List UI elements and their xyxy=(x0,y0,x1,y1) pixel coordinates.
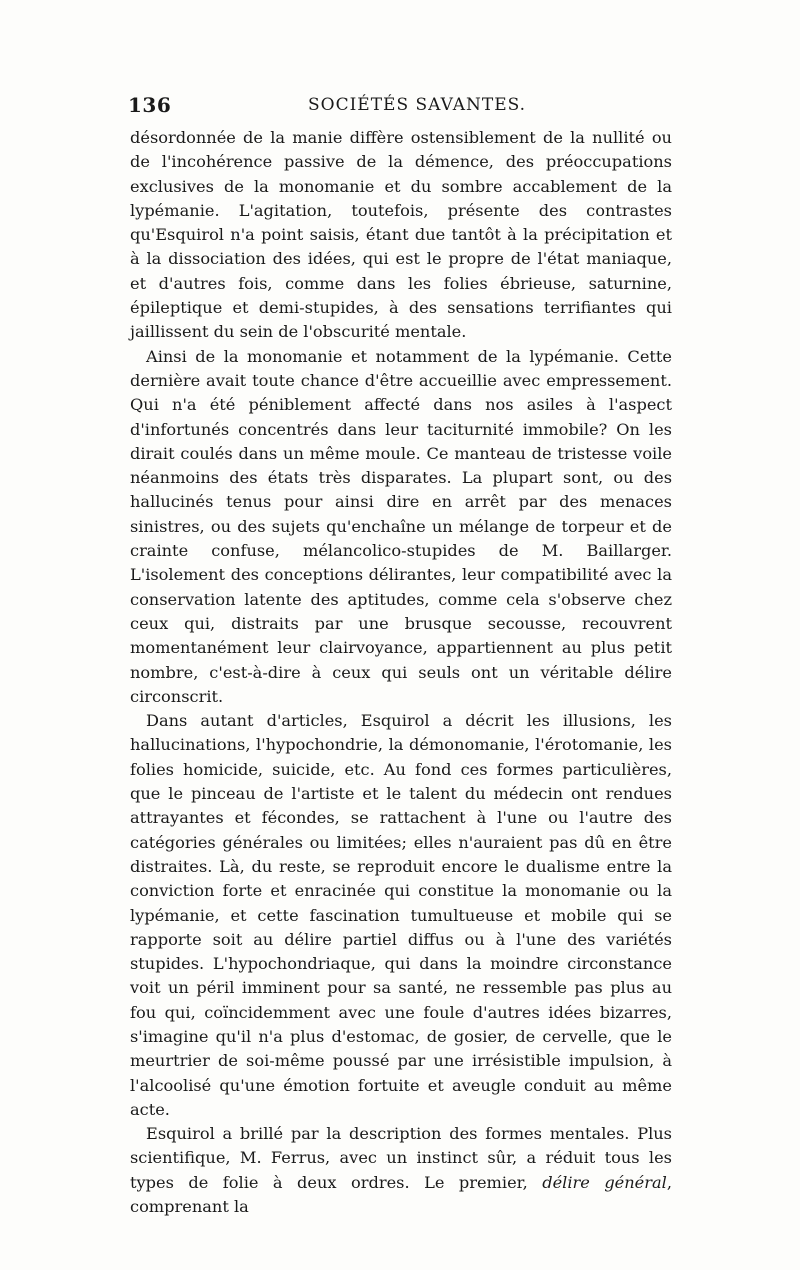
paragraph-1: désordonnée de la manie diffère ostensiblement de la nullité ou de l'incohérence passive de la démence, des préoccupations exclusives de la monomanie et du sombre accablement de la lypémanie. L'agitation, toutefois, présente des contrastes qu'Esquirol n'a point saisis, étant due tantôt à la précipitation et à la dissociation des idées, qui est le propre de l'état maniaque, et d'autres fois, comme dans les folies ébrieuse, saturnine, épileptique et demi-stupides, à des sensations terrifiantes qui jaillissent du sein de l'obscurité mentale. xyxy=(130,128,672,342)
emphasis-delire-general: délire général xyxy=(542,1172,667,1192)
page-number: 136 xyxy=(128,93,172,117)
paragraph-4-text-after: , comprenant la xyxy=(130,1172,672,1217)
body-text xyxy=(130,126,672,1219)
paragraph-2: Ainsi de la monomanie et notamment de la lypémanie. Cette dernière avait toute chance d'être accueillie avec empressement. Qui n'a été péniblement affecté dans nos asiles à l'aspect d'infortunés concentrés dans leur taciturnité immobile? On les dirait coulés dans un même moule. Ce manteau de tristesse voile néanmoins des états très disparates. La plupart sont, ou des hallucinés tenus pour ainsi dire en arrêt par des menaces sinistres, ou des sujets qu'enchaîne un mélange de torpeur et de crainte confuse, mélancolico-stupides de M. Baillarger. L'isolement des conceptions délirantes, leur compatibilité avec la conservation latente des aptitudes, comme cela s'observe chez ceux qui, distraits par une brusque secousse, recouvrent momentanément leur clairvoyance, appartiennent au plus petit nombre, c'est-à-dire à ceux qui seuls ont un véritable délire circonscrit. xyxy=(130,346,672,706)
running-title: SOCIÉTÉS SAVANTES. xyxy=(308,95,527,115)
paragraph-3: Dans autant d'articles, Esquirol a décrit les illusions, les hallucinations, l'hypochondrie, la démonomanie, l'érotomanie, les folies homicide, suicide, etc. Au fond ces formes particulières, que le pinceau de l'artiste et le talent du médecin ont rendues attrayantes et fécondes, se rattachent à l'une ou l'autre des catégories générales ou limitées; elles n'auraient pas dû en être distraites. Là, du reste, se reproduit encore le dualisme entre la conviction forte et enracinée qui constitue la monomanie ou la lypémanie, et cette fascination tumultueuse et mobile qui se rapporte soit au délire partiel diffus ou à l'une des variétés stupides. L'hypochondriaque, qui dans la moindre circonstance voit un péril imminent pour sa santé, ne ressemble pas plus au fou qui, coïncidemment avec une foule d'autres idées bizarres, s'imagine qu'il n'a plus d'estomac, de gosier, de cervelle, que le meurtrier de soi-même poussé par une irrésistible impulsion, à l'alcoolisé qu'une émotion fortuite et aveugle conduit au même acte. xyxy=(130,711,672,1119)
paragraph-4 xyxy=(130,1122,672,1219)
page-header xyxy=(128,93,673,117)
paragraph-4-text-before: Esquirol a brillé par la description des formes mentales. Plus scientifique, M. Ferrus, avec un instinct sûr, a réduit tous les types de folie à deux ordres. Le premier, xyxy=(130,1124,672,1192)
